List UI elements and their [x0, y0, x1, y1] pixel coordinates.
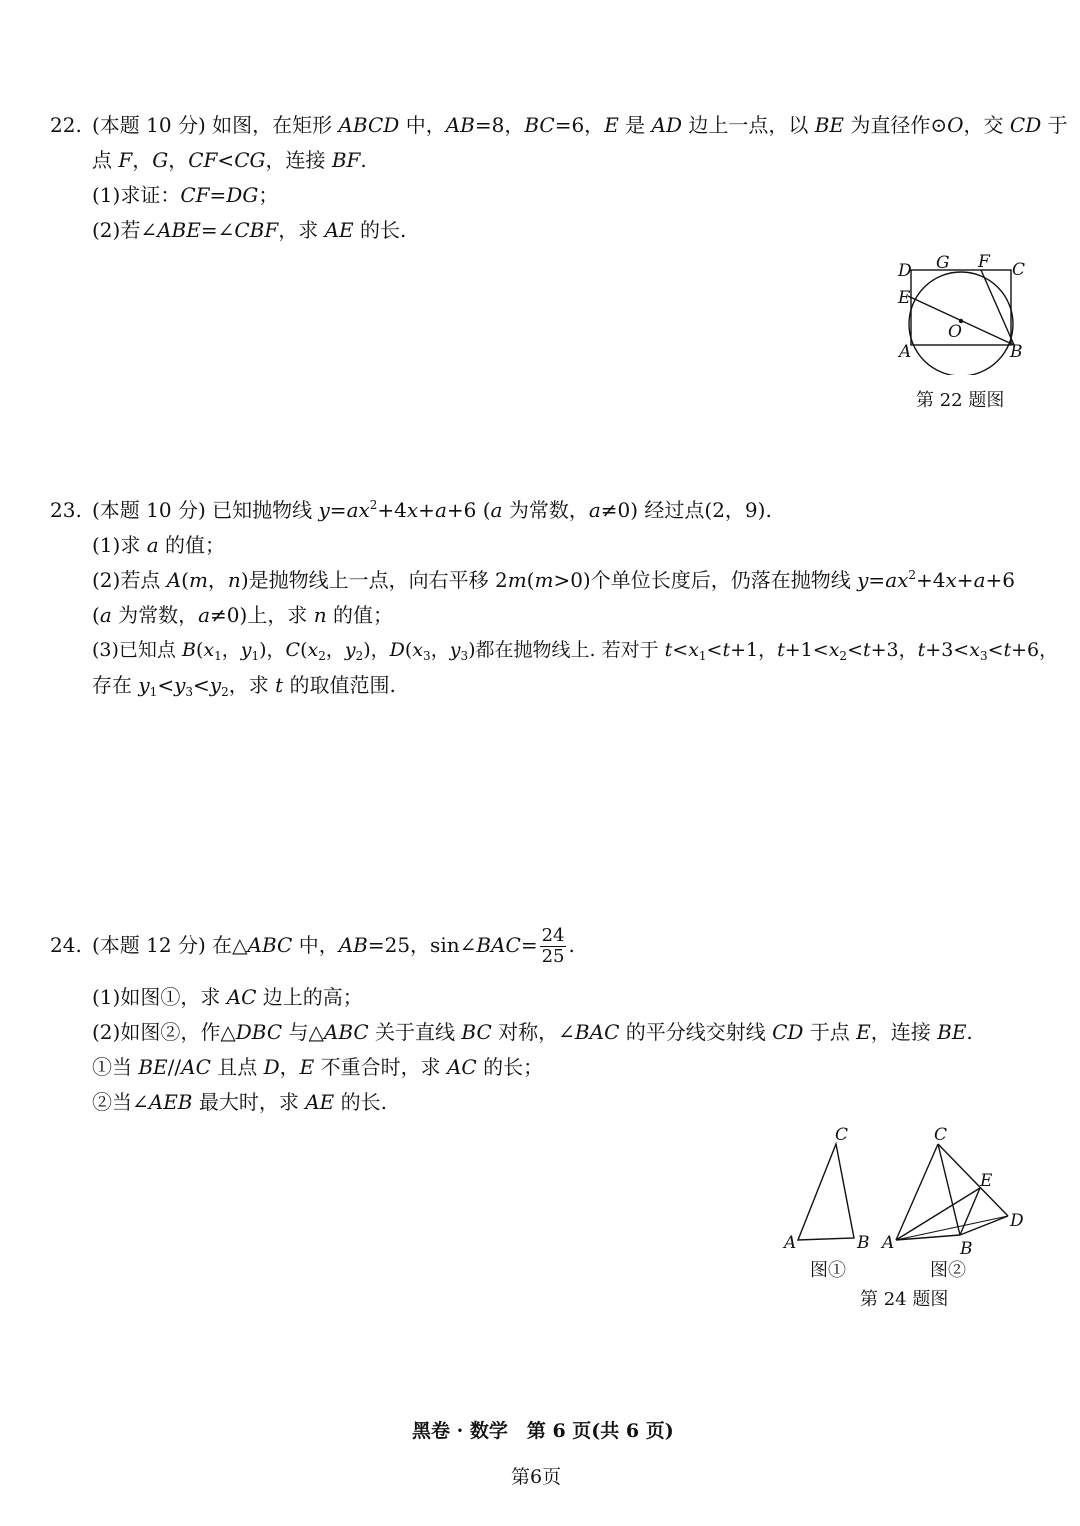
q22-label-C: C [1012, 260, 1026, 280]
q24-fig2-label-B: B [960, 1239, 973, 1259]
q22-label-A: A [899, 342, 912, 362]
q24-fig2-label-C: C [934, 1125, 948, 1145]
q23-line3: (2)若点 A(m，n)是抛物线上一点，向右平移 2m(m>0)个单位长度后，仍落在抛物线 $y=ax^2+4x+a+6$ [92, 568, 1015, 592]
q22-label-G: G [936, 253, 950, 273]
q24-line1-end: . [568, 933, 575, 957]
q22-number: 22. [50, 113, 82, 137]
q22-label-D: D [898, 261, 912, 281]
q22-caption: 第 22 题图 [916, 390, 1005, 411]
q23-line1: (本题 10 分) 已知抛物线 $y=ax^2+4x+a+6$ (a 为常数，a≠0) 经过点(2，9). [92, 498, 772, 522]
q22-line3: (1)求证：CF=DG； [92, 183, 279, 207]
q22-line2: 点 F，G，CF<CG，连接 BF. [92, 148, 367, 172]
q23-line4: (a 为常数，a≠0)上，求 n 的值； [92, 603, 393, 627]
q22-label-E: E [898, 288, 911, 308]
q24-line2: (1)如图①，求 AC 边上的高； [92, 985, 363, 1009]
q23-line2: (1)求 a 的值； [92, 533, 225, 557]
q24-number: 24. [50, 933, 82, 957]
q22-line4: (2)若∠ABE=∠CBF，求 AE 的长. [92, 218, 407, 242]
q24-line5: ②当∠AEB 最大时，求 AE 的长. [92, 1090, 387, 1114]
q24-fig2-label-A: A [882, 1233, 895, 1253]
q24-fig1-label-A: A [784, 1233, 797, 1253]
q24-fraction [540, 926, 567, 967]
q24-figure-2 [876, 1118, 1036, 1263]
q24-figure-1 [778, 1120, 878, 1260]
q24-fig1-caption: 图① [810, 1260, 846, 1281]
q24-line3: (2)如图②，作△DBC 与△ABC 关于直线 BC 对称，∠BAC 的平分线交射线 CD 于点 E，连接 BE. [92, 1020, 973, 1044]
q24-fig2-label-D: D [1010, 1211, 1024, 1231]
q24-fig1-label-C: C [835, 1125, 849, 1145]
q22-label-O: O [948, 322, 962, 342]
q23-line6: 存在 $y_1<y_3<y_2$，求 t 的取值范围. [92, 673, 396, 699]
q24-line1: (本题 12 分) 在△ABC 中，AB=25，sin∠BAC= $\frac{24}{25}$ . [92, 925, 575, 967]
q22-figure [880, 245, 1040, 375]
q24-fig1-label-B: B [857, 1233, 870, 1253]
q22-label-F: F [978, 252, 990, 272]
q24-fig2-label-E: E [980, 1171, 993, 1191]
q22-label-B: B [1010, 342, 1023, 362]
q23-line5: (3)已知点 $B(x_1$，$y_1$)，$C(x_2$，$y_2$)，$D(x_3$，$y_3$)都在抛物线上. 若对于 $t<x_1<t+1$，$t+1<x_2<t+3$，$t+3<x_3<t+6$， [92, 639, 1059, 663]
page-number: 第6页 [511, 1466, 562, 1488]
q24-line4: ①当 BE//AC 且点 D，E 不重合时，求 AC 的长； [92, 1055, 544, 1079]
q23-number: 23. [50, 498, 82, 522]
q24-caption: 第 24 题图 [860, 1289, 949, 1310]
exam-footer: 黑卷 · 数学 第 6 页(共 6 页) [412, 1420, 674, 1442]
q22-line1: (本题 10 分) 如图，在矩形 ABCD 中，AB=8，BC=6，E 是 AD 边上一点，以 BE 为直径作⊙O，交 CD 于 [92, 113, 1068, 137]
q24-frac-num: 24 [541, 925, 565, 946]
q24-fig2-caption: 图② [930, 1260, 966, 1281]
q24-frac-den: 25 [541, 946, 565, 967]
